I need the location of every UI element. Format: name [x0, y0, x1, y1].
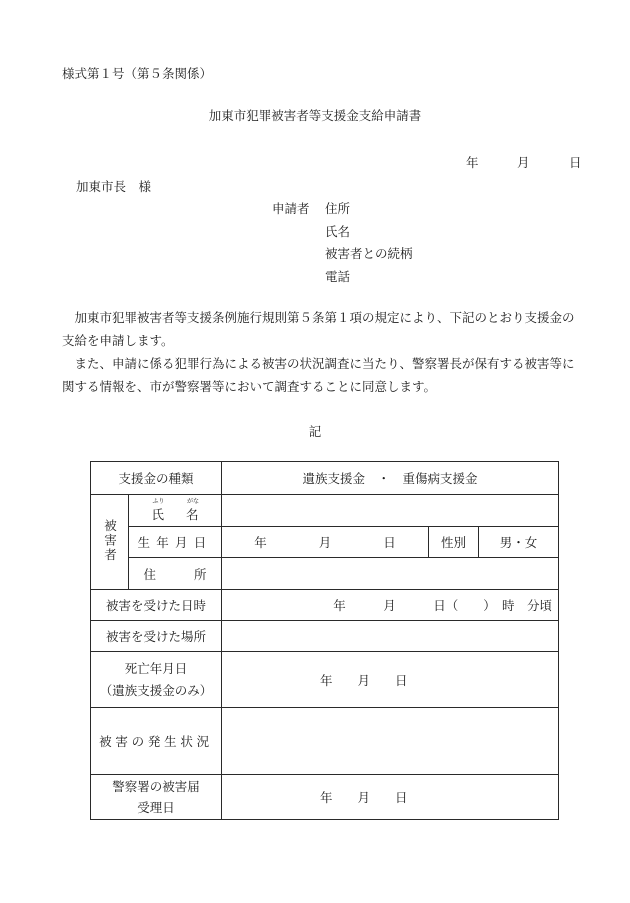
row-damage-place [91, 621, 559, 652]
victim-label-cell [91, 495, 129, 590]
row-victim-name [91, 495, 559, 527]
name-label-mei: 名 [186, 506, 199, 522]
report-label-line2: 受理日 [137, 800, 175, 815]
death-date-field[interactable]: 年 月 日 [222, 652, 559, 708]
victim-address-label-cell [129, 558, 222, 590]
row-death-date [91, 652, 559, 708]
damage-place-label: 被害を受けた場所 [91, 621, 222, 652]
situation-label: 被害の発生状況 [99, 734, 213, 749]
ki-heading: 記 [308, 424, 322, 439]
paragraph-application: 加東市犯罪被害者等支援条例施行規則第５条第１項の規定により、下記のとおり支援金の支給を申請します。 [62, 310, 575, 348]
date-month-label: 月 [517, 155, 530, 170]
victim-sex-options[interactable]: 男・女 [479, 527, 559, 558]
victim-dob-field[interactable] [222, 527, 429, 558]
report-date-field[interactable]: 年 月 日 [222, 775, 559, 820]
row-victim-address [91, 558, 559, 590]
paragraph-consent: また、申請に係る犯罪行為による被害の状況調査に当たり、警察署長が保有する被害等に関する情報を、市が警察署等において調査することに同意します。 [62, 356, 575, 394]
support-type-label: 支援金の種類 [91, 462, 222, 495]
date-year-label: 年 [466, 155, 479, 170]
victim-name-field[interactable] [222, 495, 559, 527]
date-day-label: 日 [569, 155, 582, 170]
death-date-label: 死亡年月日 [124, 660, 188, 676]
victim-name-label-cell [129, 495, 222, 527]
death-date-label-cell [91, 652, 222, 708]
dob-month: 月 [318, 535, 332, 550]
report-label-line1: 警察署の被害届 [112, 779, 200, 794]
victim-dob-label-cell [129, 527, 222, 558]
victim-label: 被害者 [102, 518, 118, 563]
row-report-date [91, 775, 559, 820]
furigana-gana: がな [187, 497, 200, 505]
dob-year: 年 [254, 535, 267, 550]
victim-sex-label: 性別 [429, 527, 479, 558]
applicant-address-label: 住所 [325, 201, 351, 216]
support-type-options[interactable]: 遺族支援金 ・ 重傷病支援金 [222, 462, 559, 495]
row-victim-dob [91, 527, 559, 558]
form-number: 様式第１号（第５条関係） [62, 66, 213, 81]
applicant-name-label: 氏名 [325, 224, 351, 239]
damage-datetime-label: 被害を受けた日時 [91, 590, 222, 621]
name-label-shi: 氏 [151, 506, 164, 522]
dob-day: 日 [383, 535, 396, 550]
consent-text [62, 306, 582, 398]
damage-datetime-field[interactable]: 年 月 日（ ） 時 分頃 [222, 590, 559, 621]
application-table [90, 461, 559, 820]
victim-address-field[interactable] [222, 558, 559, 590]
row-damage-datetime [91, 590, 559, 621]
row-support-type [91, 462, 559, 495]
address-label-ju: 住 [143, 566, 156, 582]
death-date-note: （遺族支援金のみ） [99, 682, 213, 698]
situation-label-cell [91, 708, 222, 775]
row-situation [91, 708, 559, 775]
furigana-furi: ふり [152, 497, 165, 505]
report-date-label-cell [91, 775, 222, 820]
address-label-sho: 所 [194, 566, 207, 582]
victim-dob-label: 生年月日 [137, 535, 213, 550]
damage-place-field[interactable] [222, 621, 559, 652]
applicant-label: 申請者 [272, 201, 310, 216]
page-title: 加東市犯罪被害者等支援金支給申請書 [208, 108, 422, 123]
applicant-relationship-label: 被害者との続柄 [325, 246, 413, 261]
addressee: 加東市長 様 [76, 179, 152, 194]
situation-field[interactable] [222, 708, 559, 775]
applicant-phone-label: 電話 [325, 269, 351, 284]
